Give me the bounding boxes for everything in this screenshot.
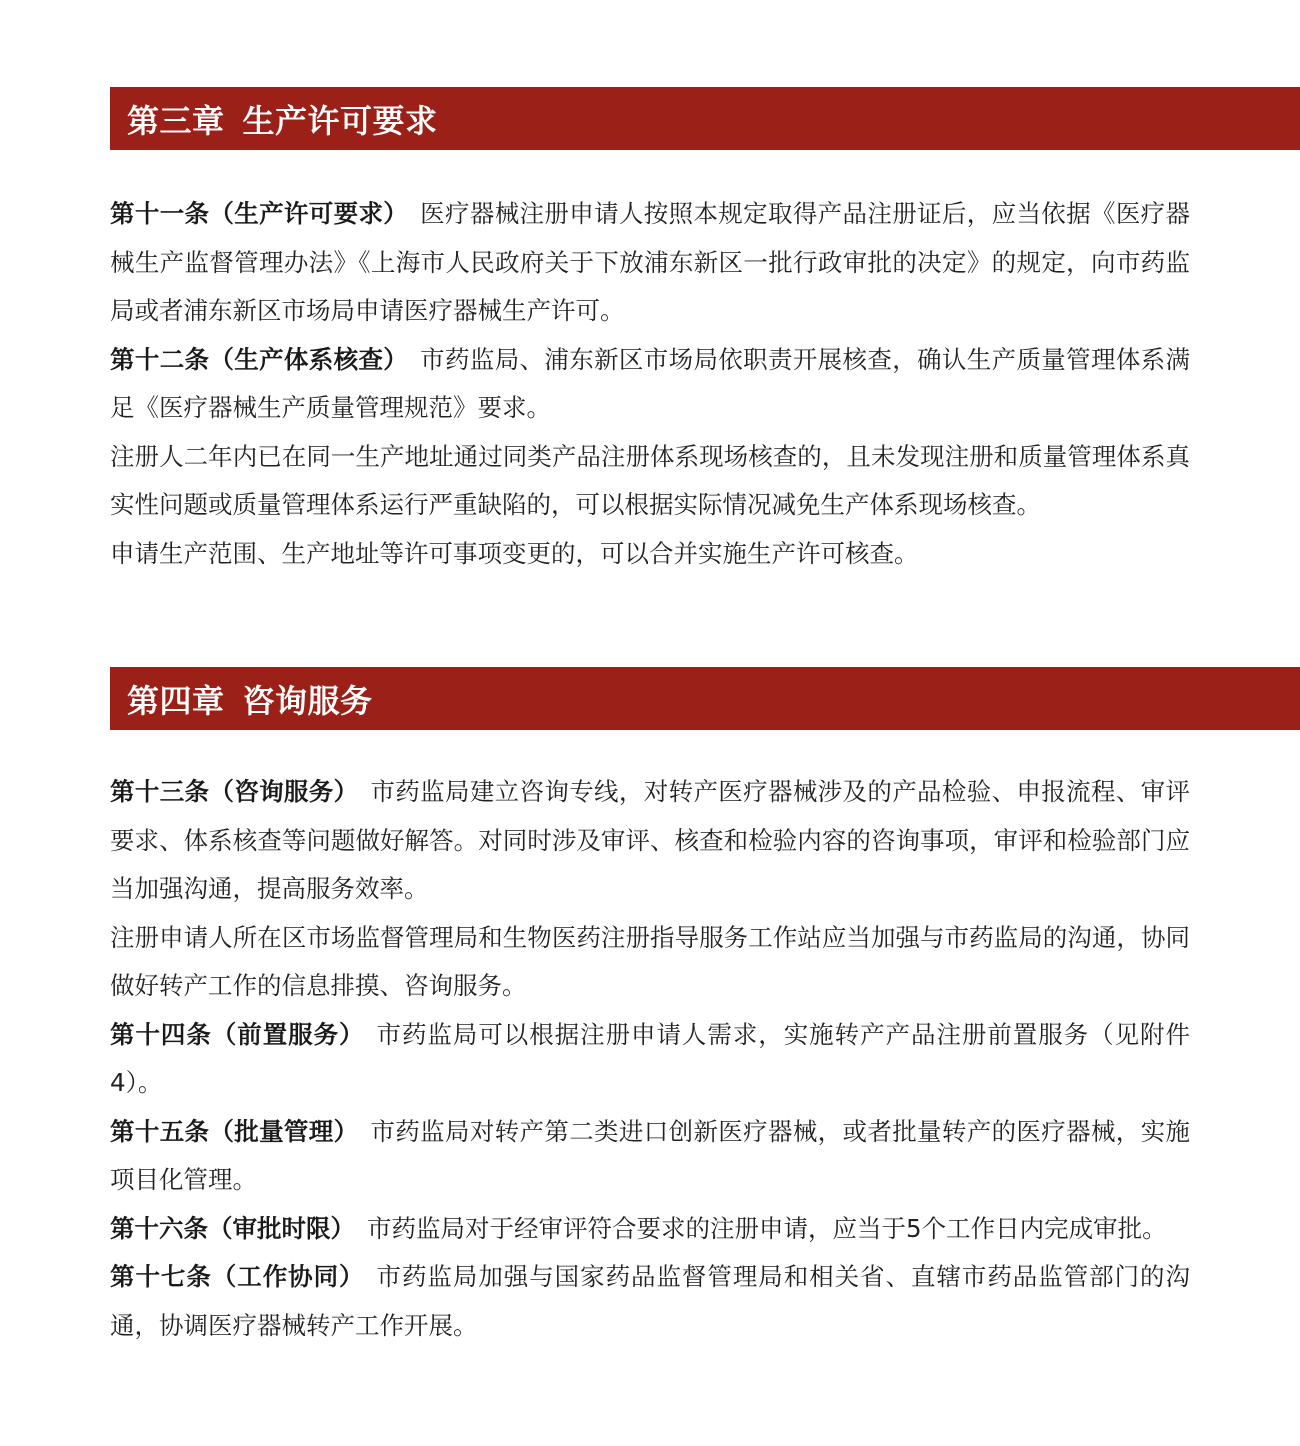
article-16 — [110, 1205, 1190, 1254]
chapter-name: 咨询服务 — [242, 681, 373, 720]
article-text: 医疗器械注册申请人按照本规定取得产品注册证后，应当依据《医疗器械生产监督管理办法》《上海市人民政府关于下放浦东新区一批行政审批的决定》的规定，向市药监局或者浦东新区市场局申请医疗器械生产许可。 — [110, 199, 1191, 325]
article-17 — [110, 1253, 1190, 1350]
paragraph-text: 注册申请人所在区市场监督管理局和生物医药注册指导服务工作站应当加强与市药监局的沟通，协同做好转产工作的信息排摸、咨询服务。 — [110, 922, 1190, 1000]
chapter-number: 第三章 — [127, 101, 225, 140]
article-text: 市药监局建立咨询专线，对转产医疗器械涉及的产品检验、申报流程、审评要求、体系核查等问题做好解答。对同时涉及审评、核查和检验内容的咨询事项，审评和检验部门应当加强沟通，提高服务效率。 — [110, 777, 1190, 903]
chapter-3-banner — [110, 87, 1300, 150]
article-heading: 第十二条（生产体系核查） — [110, 344, 409, 374]
article-heading: 第十四条（前置服务） — [110, 1019, 365, 1049]
article-heading: 第十七条（工作协同） — [110, 1262, 365, 1291]
article-text: 市药监局对于经审评符合要求的注册申请，应当于5个工作日内完成审批。 — [367, 1213, 1167, 1243]
article-text: 市药监局可以根据注册申请人需求，实施转产产品注册前置服务（见附件4）。 — [110, 1019, 1190, 1097]
article-15 — [110, 1108, 1190, 1205]
article-text: 市药监局、浦东新区市场局依职责开展核查，确认生产质量管理体系满足《医疗器械生产质量管理规范》要求。 — [110, 344, 1191, 422]
article-text: 市药监局加强与国家药品监督管理局和相关省、直辖市药品监管部门的沟通，协调医疗器械转产工作开展。 — [110, 1262, 1190, 1340]
article-13 — [110, 768, 1190, 914]
chapter-3-body — [110, 190, 1190, 578]
chapter-name: 生产许可要求 — [242, 101, 438, 140]
article-14 — [110, 1011, 1190, 1108]
paragraph-text: 注册人二年内已在同一生产地址通过同类产品注册体系现场核查的，且未发现注册和质量管理体系真实性问题或质量管理体系运行严重缺陷的，可以根据实际情况减免生产体系现场核查。 — [110, 441, 1190, 519]
paragraph — [110, 433, 1190, 530]
chapter-4-body — [110, 768, 1190, 1350]
article-heading: 第十三条（咨询服务） — [110, 777, 359, 806]
chapter-number: 第四章 — [127, 681, 225, 720]
article-text: 市药监局对转产第二类进口创新医疗器械，或者批量转产的医疗器械，实施项目化管理。 — [110, 1116, 1190, 1194]
paragraph — [110, 530, 1190, 579]
article-heading: 第十五条（批量管理） — [110, 1116, 359, 1146]
paragraph-text: 申请生产范围、生产地址等许可事项变更的，可以合并实施生产许可核查。 — [110, 538, 919, 568]
article-11 — [110, 190, 1190, 336]
article-heading: 第十一条（生产许可要求） — [110, 199, 409, 228]
paragraph — [110, 914, 1190, 1011]
article-12 — [110, 336, 1190, 433]
chapter-4-title — [127, 676, 373, 722]
article-heading: 第十六条（审批时限） — [110, 1213, 355, 1243]
chapter-3-title — [127, 96, 438, 142]
chapter-4-banner — [110, 667, 1300, 730]
